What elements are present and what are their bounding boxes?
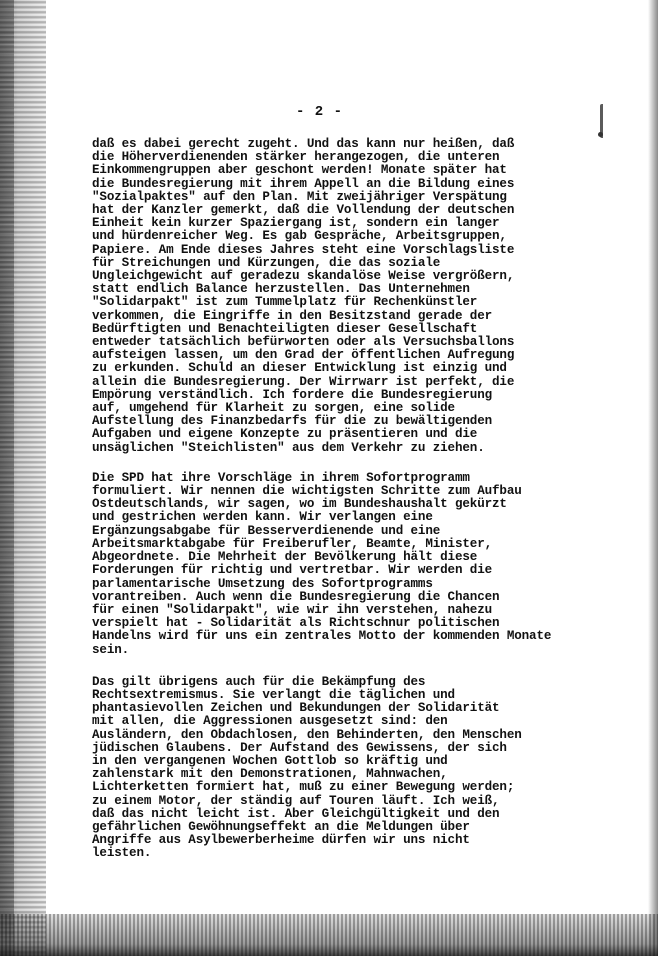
paragraph-3 <box>92 676 532 861</box>
page-number: - 2 - <box>296 104 344 120</box>
text-line: Die SPD hat ihre Vorschläge in ihrem Sofortprogramm <box>92 470 470 485</box>
paragraph-2 <box>92 470 552 657</box>
text-line: Lichterketten formiert hat, muß zu einer Bewegung werden; <box>92 780 515 795</box>
text-line: mit allen, die Aggressionen ausgesetzt sind: den <box>92 714 448 729</box>
text-line: Ungleichgewicht auf geradezu skandalöse Weise vergrößern, <box>92 269 515 284</box>
text-line: formuliert. Wir nennen die wichtigsten Schritte zum Aufbau <box>92 484 522 499</box>
scan-edge-bottom <box>0 914 658 956</box>
text-line: Forderungen für richtig und vertretbar. Wir werden die <box>92 563 493 578</box>
text-line: Ostdeutschlands, wir sagen, wo im Bundeshaushalt gekürzt <box>92 497 507 512</box>
text-line: entweder tatsächlich befürworten oder als Versuchsballons <box>92 335 515 350</box>
text-line: vorantreiben. Auch wenn die Bundesregierung die Chancen <box>92 589 500 604</box>
text-line: verspielt hat - Solidarität als Richtschnur politischen <box>92 616 500 631</box>
scan-shadow-left <box>0 0 46 956</box>
text-line: daß das nicht leicht ist. Aber Gleichgültigkeit und den <box>92 806 500 821</box>
text-line: Abgeordnete. Die Mehrheit der Bevölkerung hält diese <box>92 550 478 565</box>
text-line: zahlenstark mit den Demonstrationen, Mahnwachen, <box>92 767 448 782</box>
text-line: "Sozialpaktes" auf den Plan. Mit zweijähriger Verspätung <box>92 189 507 204</box>
text-line: Arbeitsmarktabgabe für Freiberufler, Beamte, Minister, <box>92 536 493 551</box>
text-line: Ergänzungsabgabe für Besserverdienende und eine <box>92 523 441 538</box>
text-line: Handelns wird für uns ein zentrales Motto der kommenden Monate <box>92 629 552 644</box>
text-line: daß es dabei gerecht zugeht. Und das kann nur heißen, daß <box>92 137 515 151</box>
paragraph-1 <box>92 138 532 455</box>
text-line: zu erkunden. Schuld an dieser Entwicklung ist einzig und <box>92 361 507 376</box>
text-line: aufsteigen lassen, um den Grad der öffentlichen Aufregung <box>92 348 515 363</box>
text-line: leisten. <box>92 846 152 861</box>
text-line: phantasievollen Zeichen und Bekundungen der Solidarität <box>92 701 500 716</box>
text-line: parlamentarische Umsetzung des Sofortprogramms <box>92 576 433 591</box>
text-line: die Bundesregierung mit ihrem Appell an die Bildung eines <box>92 176 515 191</box>
text-line: unsäglichen "Steichlisten" aus dem Verkehr zu ziehen. <box>92 440 485 455</box>
text-line: hat der Kanzler gemerkt, daß die Vollendung der deutschen <box>92 203 515 218</box>
text-line: Aufstellung des Finanzbedarfs für die zu bewältigenden <box>92 414 493 429</box>
text-line: jüdischen Glaubens. Der Aufstand des Gewissens, der sich <box>92 740 507 755</box>
text-line: Einheit kein kurzer Spaziergang ist, sondern ein langer <box>92 216 500 231</box>
text-line: auf, umgehend für Klarheit zu sorgen, eine solide <box>92 401 455 416</box>
text-line: und gestrichen werden kann. Wir verlangen eine <box>92 510 433 525</box>
text-line: in den vergangenen Wochen Gottlob so kräftig und <box>92 753 448 768</box>
text-line: allein die Bundesregierung. Der Wirrwarr ist perfekt, die <box>92 374 515 389</box>
text-line: Bedürftigten und Benachteiligten dieser Gesellschaft <box>92 321 478 336</box>
text-line: Aufgaben und eigene Konzepte zu präsentieren und die <box>92 427 478 442</box>
scan-edge-right <box>648 0 658 956</box>
text-line: Das gilt übrigens auch für die Bekämpfung des <box>92 674 426 689</box>
text-line: "Solidarpakt" ist zum Tummelplatz für Rechenkünstler <box>92 295 478 310</box>
text-line: Rechtsextremismus. Sie verlangt die täglichen und <box>92 687 455 702</box>
text-line: sein. <box>92 642 130 657</box>
text-line: zu einem Motor, der ständig auf Touren läuft. Ich weiß, <box>92 793 500 808</box>
margin-dot <box>598 132 603 137</box>
text-line: für Streichungen und Kürzungen, die das soziale <box>92 255 441 270</box>
text-line: gefährlichen Gewöhnungseffekt an die Meldungen über <box>92 819 470 834</box>
text-line: für einen "Solidarpakt", wie wir ihn verstehen, nahezu <box>92 602 493 617</box>
text-line: Ausländern, den Obdachlosen, den Behinderten, den Menschen <box>92 727 522 742</box>
text-line: und hürdenreicher Weg. Es gab Gespräche, Arbeitsgruppen, <box>92 229 507 244</box>
text-line: statt endlich Balance herzustellen. Das Unternehmen <box>92 282 470 297</box>
text-line: Einkommengruppen aber geschont werden! Monate später hat <box>92 163 507 178</box>
text-line: Papiere. Am Ende dieses Jahres steht eine Vorschlagsliste <box>92 242 515 257</box>
document-body <box>92 137 552 861</box>
text-line: verkommen, die Eingriffe in den Besitzstand gerade der <box>92 308 493 323</box>
text-line: Empörung verständlich. Ich fordere die Bundesregierung <box>92 387 493 402</box>
text-line: die Höherverdienenden stärker herangezogen, die unteren <box>92 150 500 165</box>
text-line: Angriffe aus Asylbewerberheime dürfen wir uns nicht <box>92 833 470 848</box>
